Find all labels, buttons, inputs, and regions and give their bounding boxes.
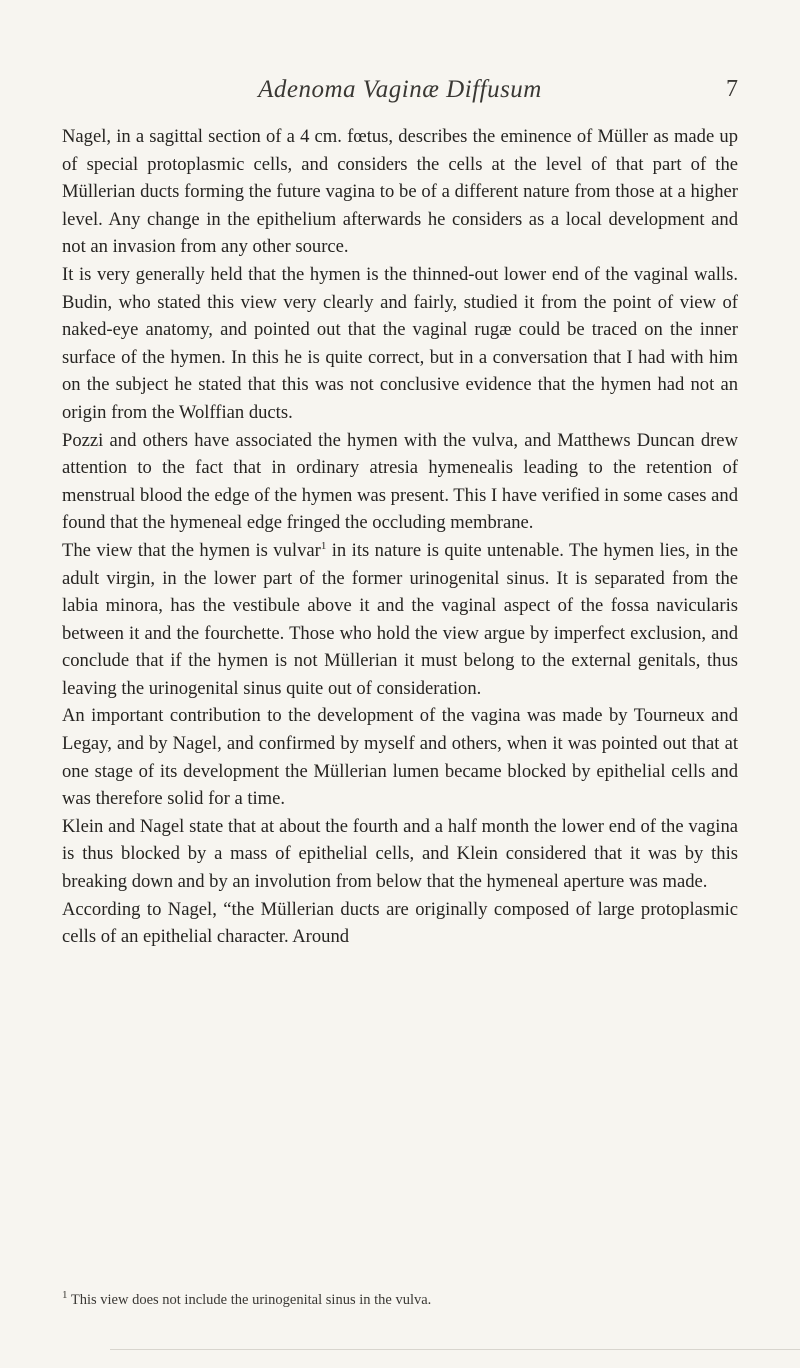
running-title: Adenoma Vaginæ Diffusum (258, 76, 542, 103)
running-head (62, 76, 738, 116)
paragraph-text: The view that the hymen is vulvar (62, 539, 321, 561)
paragraph: It is very generally held that the hymen is the thinned-out lower end of the vaginal walls. Budin, who stated this view very clearly and fairly, studied it from the point of view of naked-eye anatomy, and pointed out that the vaginal rugæ could be traced on the inner surface of the hymen. In this he is quite correct, but in a conversation that I had with him on the subject he stated that this was not conclusive evidence that the hymen had not an origin from the Wolffian ducts. (62, 263, 738, 423)
page-number: 7 (726, 76, 738, 102)
paragraph: Pozzi and others have associated the hymen with the vulva, and Matthews Duncan drew attention to the fact that in ordinary atresia hymenealis leading to the retention of menstrual blood the edge of the hymen was present. This I have verified in some cases and found that the hymeneal edge fringed the occluding membrane. (62, 429, 738, 534)
body-text (62, 123, 738, 951)
footnote-text: This view does not include the urinogenital sinus in the vulva. (67, 1292, 432, 1308)
footnote-reference: 1 (320, 539, 327, 552)
paragraph (62, 537, 738, 703)
paragraph-text: in its nature is quite untenable. The hymen lies, in the adult virgin, in the lower part of the former urinogenital sinus. It is separated from the labia minora, has the vestibule above it and the vaginal aspect of the fossa navicularis between it and the fourchette. Those who hold the view argue by imperfect exclusion, and conclude that if the hymen is not Müllerian it must belong to the external genitals, thus leaving the urinogenital sinus quite out of consideration. (62, 539, 738, 699)
footnote-marker: 1 (62, 1289, 68, 1302)
paragraph: Nagel, in a sagittal section of a 4 cm. fœtus, describes the eminence of Müller as made up of special protoplasmic cells, and considers the cells at the level of that part of the Müllerian ducts forming the future vagina to be of a different nature from those at a higher level. Any change in the epithelium afterwards he considers as a local development and not an invasion from any other source. (62, 126, 738, 258)
footnote (62, 1290, 738, 1310)
paragraph: Klein and Nagel state that at about the fourth and a half month the lower end of the vagina is thus blocked by a mass of epithelial cells, and Klein considered that it was by this breaking down and by an involution from below that the hymeneal aperture was made. (62, 815, 738, 893)
page-edge-line (110, 1349, 800, 1350)
paragraph: According to Nagel, “the Müllerian ducts are originally composed of large protoplasmic cells of an epithelial character. Around (62, 898, 738, 948)
paragraph: An important contribution to the development of the vagina was made by Tourneux and Legay, and by Nagel, and confirmed by myself and others, when it was pointed out that at one stage of its development the Müllerian lumen became blocked by epithelial cells and was therefore solid for a time. (62, 705, 738, 810)
